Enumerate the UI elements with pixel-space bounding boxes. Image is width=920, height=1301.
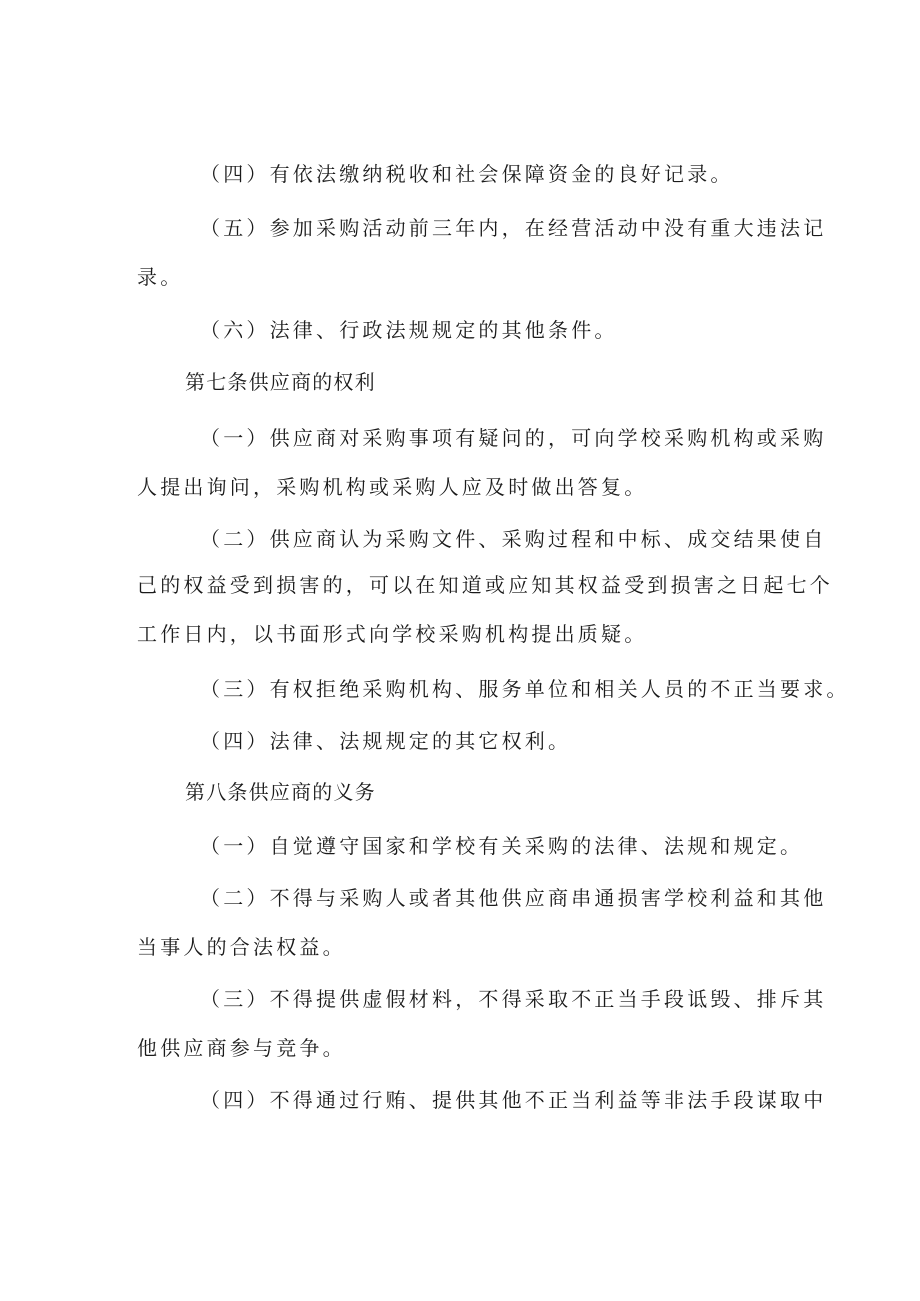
paragraph-line: （一）自觉遵守国家和学校有关采购的法律、法规和规定。 bbox=[200, 834, 804, 858]
section-heading: 第八条供应商的义务 bbox=[185, 780, 376, 804]
paragraph-line: 他供应商参与竞争。 bbox=[137, 1036, 346, 1060]
paragraph-line: （一）供应商对采购事项有疑问的，可向学校采购机构或采购 bbox=[200, 426, 827, 450]
paragraph-line: 己的权益受到损害的，可以在知道或应知其权益受到损害之日起七个 bbox=[137, 573, 833, 597]
paragraph-line: （三）不得提供虚假材料，不得采取不正当手段诋毁、排斥其 bbox=[200, 987, 827, 1011]
paragraph-line: （四）法律、法规规定的其它权利。 bbox=[200, 729, 572, 753]
paragraph-line: 人提出询问，采购机构或采购人应及时做出答复。 bbox=[137, 475, 648, 499]
paragraph-line: （六）法律、行政法规规定的其他条件。 bbox=[200, 318, 618, 342]
section-heading: 第七条供应商的权利 bbox=[185, 370, 376, 394]
paragraph-line: （二）供应商认为采购文件、采购过程和中标、成交结果使自 bbox=[200, 527, 827, 551]
paragraph-line: （四）不得通过行贿、提供其他不正当利益等非法手段谋取中 bbox=[200, 1088, 827, 1112]
paragraph-line: 当事人的合法权益。 bbox=[137, 935, 346, 959]
paragraph-line: （四）有依法缴纳税收和社会保障资金的良好记录。 bbox=[200, 162, 734, 186]
paragraph-line: 工作日内，以书面形式向学校采购机构提出质疑。 bbox=[137, 622, 648, 646]
paragraph-line: 录。 bbox=[137, 265, 184, 289]
paragraph-line: （三）有权拒绝采购机构、服务单位和相关人员的不正当要求。 bbox=[200, 677, 850, 701]
paragraph-line: （二）不得与采购人或者其他供应商串通损害学校利益和其他 bbox=[200, 886, 827, 910]
paragraph-line: （五）参加采购活动前三年内，在经营活动中没有重大违法记 bbox=[200, 216, 827, 240]
